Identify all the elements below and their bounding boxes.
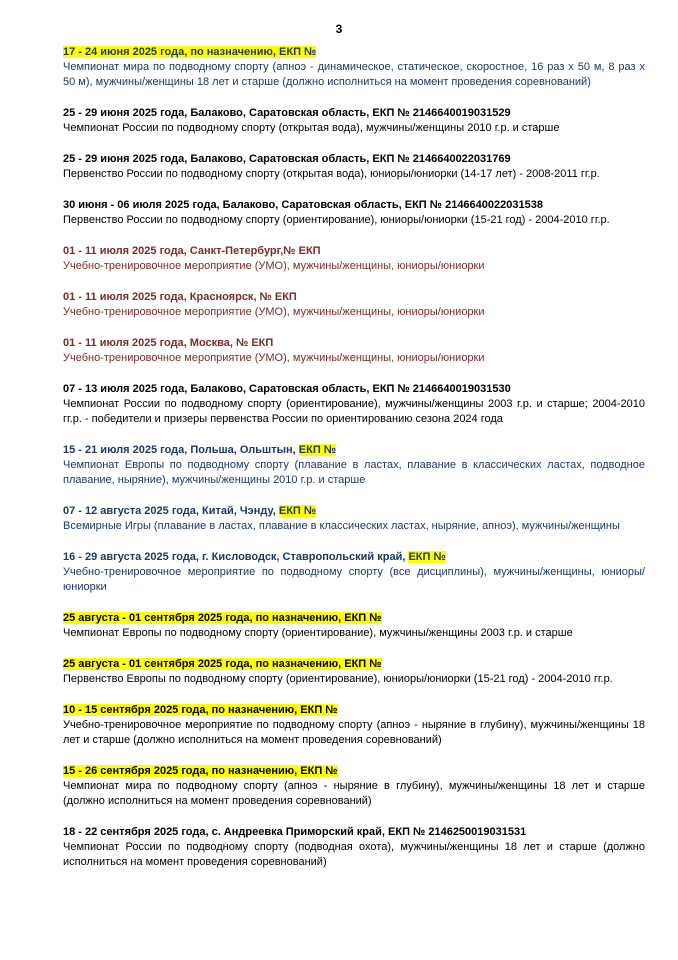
event-entry (63, 657, 645, 687)
event-ekp-highlight: ЕКП № (408, 551, 446, 563)
event-description: Чемпионат России по подводному спорту (подводная охота), мужчины/женщины 18 лет и старше (должно исполниться на момент проведения соревнований) (63, 841, 645, 868)
event-description: Учебно-тренировочное мероприятие (УМО), мужчины/женщины, юниоры/юниорки (63, 352, 485, 364)
event-heading (63, 336, 645, 351)
event-ekp-highlight: ЕКП № (298, 444, 337, 456)
event-description: Первенство Европы по подводному спорту (ориентирование), юниоры/юниорки (15-21 год) - 2004-2010 гг.р. (63, 673, 613, 685)
event-description: Чемпионат России по подводному спорту (ориентирование), мужчины/женщины 2003 г.р. и старше; 2004-2010 гг.р. - победители и призеры первенства России по ориентированию сезона 2024 года (63, 398, 645, 425)
event-heading-text: 01 - 11 июля 2025 года, Москва, № ЕКП (63, 337, 274, 349)
event-description: Учебно-тренировочное мероприятие (УМО), мужчины/женщины, юниоры/юниорки (63, 306, 485, 318)
event-heading-text: 25 - 29 июня 2025 года, Балаково, Саратовская область, ЕКП № 2146640022031769 (63, 153, 511, 165)
event-entry (63, 764, 645, 809)
event-description: Первенство России по подводному спорту (ориентирование), юниоры/юниорки (15-21 год) - 2004-2010 гг.р. (63, 214, 610, 226)
event-heading-text: 16 - 29 августа 2025 года, г. Кисловодск, Ставропольский край, (63, 551, 409, 563)
event-entry (63, 198, 645, 228)
event-heading-text: 25 августа - 01 сентября 2025 года, по назначению, ЕКП № (63, 658, 382, 670)
event-entry (63, 504, 645, 534)
event-entry (63, 106, 645, 136)
event-description: Чемпионат России по подводному спорту (открытая вода), мужчины/женщины 2010 г.р. и старше (63, 122, 560, 134)
event-heading-text: 30 июня - 06 июля 2025 года, Балаково, Саратовская область, ЕКП № 2146640022031538 (63, 199, 543, 211)
event-heading-text: 07 - 12 августа 2025 года, Китай, Чэнду, (63, 505, 279, 517)
event-heading (63, 703, 645, 718)
event-entry (63, 244, 645, 274)
event-entry (63, 703, 645, 748)
event-heading-text: 17 - 24 июня 2025 года, по назначению, ЕКП № (63, 46, 317, 58)
event-description: Чемпионат мира по подводному спорту (апноэ - динамическое, статическое, скоростное, 16 раз х 50 м, 8 раз х 50 м), мужчины/женщины 18 лет и старше (должно исполниться на момент проведения соревнований) (63, 61, 645, 88)
event-description: Чемпионат мира по подводному спорту (апноэ - ныряние в глубину), мужчины/женщины 18 лет и старше (должно исполниться на момент проведения соревнований) (63, 780, 645, 807)
event-description: Первенство России по подводному спорту (открытая вода), юниоры/юниорки (14-17 лет) - 2008-2011 гг.р. (63, 168, 600, 180)
event-list (63, 45, 645, 886)
event-entry (63, 550, 645, 595)
event-heading (63, 244, 645, 259)
event-heading (63, 443, 645, 458)
event-description: Чемпионат Европы по подводному спорту (ориентирование), мужчины/женщины 2003 г.р. и старше (63, 627, 573, 639)
event-heading (63, 657, 645, 672)
event-description: Всемирные Игры (плавание в ластах, плавание в классических ластах, ныряние, апноэ), мужчины/женщины (63, 520, 620, 532)
event-entry (63, 336, 645, 366)
event-heading-text: 01 - 11 июля 2025 года, Санкт-Петербург,№ ЕКП (63, 245, 321, 257)
event-heading (63, 106, 645, 121)
event-heading (63, 45, 645, 60)
event-heading-text: 25 - 29 июня 2025 года, Балаково, Саратовская область, ЕКП № 2146640019031529 (63, 107, 511, 119)
event-heading (63, 550, 645, 565)
event-description: Учебно-тренировочное мероприятие по подводному спорту (все дисциплины), мужчины/женщины, юниоры/юниорки (63, 566, 645, 593)
event-description: Учебно-тренировочное мероприятие (УМО), мужчины/женщины, юниоры/юниорки (63, 260, 485, 272)
event-description: Учебно-тренировочное мероприятие по подводному спорту (апноэ - ныряние в глубину), мужчины/женщины 18 лет и старше (должно исполниться на момент проведения соревнований) (63, 719, 645, 746)
event-entry (63, 825, 645, 870)
event-description: Чемпионат Европы по подводному спорту (плавание в ластах, плавание в классических ластах, подводное плавание, ныряние), мужчины/женщины 2010 г.р. и старше (63, 459, 645, 486)
event-heading-text: 10 - 15 сентября 2025 года, по назначению, ЕКП № (63, 704, 338, 716)
event-heading (63, 382, 645, 397)
event-heading-text: 25 августа - 01 сентября 2025 года, по назначению, ЕКП № (63, 612, 382, 624)
event-ekp-highlight: ЕКП № (278, 505, 317, 517)
event-heading (63, 198, 645, 213)
event-entry (63, 611, 645, 641)
event-heading (63, 290, 645, 305)
event-entry (63, 290, 645, 320)
event-heading-text: 07 - 13 июля 2025 года, Балаково, Саратовская область, ЕКП № 2146640019031530 (63, 383, 511, 395)
event-entry (63, 443, 645, 488)
event-heading-text: 01 - 11 июля 2025 года, Красноярск, № ЕКП (63, 291, 297, 303)
event-heading (63, 825, 645, 840)
event-heading-text: 18 - 22 сентября 2025 года, с. Андреевка Приморский край, ЕКП № 2146250019031531 (63, 826, 527, 838)
event-heading (63, 764, 645, 779)
event-heading (63, 152, 645, 167)
event-heading (63, 611, 645, 626)
event-entry (63, 152, 645, 182)
page-number: 3 (335, 22, 343, 36)
event-heading-text: 15 - 26 сентября 2025 года, по назначению, ЕКП № (63, 765, 338, 777)
event-entry (63, 45, 645, 90)
event-heading (63, 504, 645, 519)
event-heading-text: 15 - 21 июля 2025 года, Польша, Ольштын, (63, 444, 299, 456)
event-entry (63, 382, 645, 427)
